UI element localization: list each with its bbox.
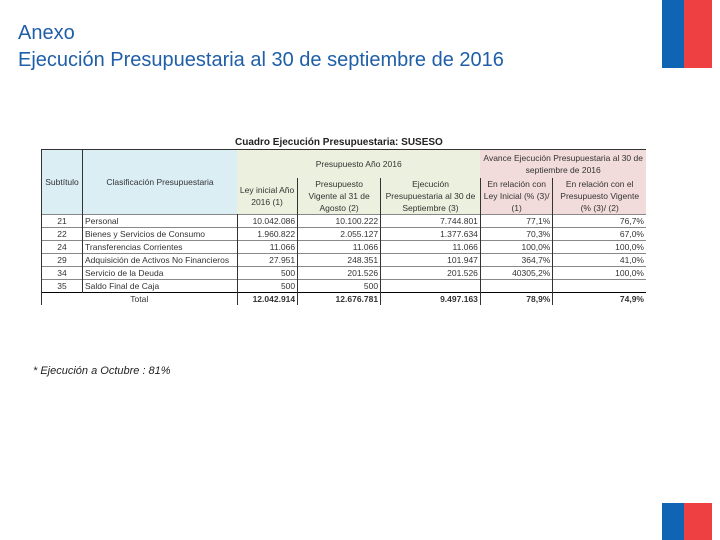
cell-rel-vig: 100,0% [553, 267, 646, 280]
cell-ejecucion: 201.526 [381, 267, 481, 280]
cell-ley: 10.042.086 [237, 215, 298, 228]
cell-rel-ley: 364,7% [480, 254, 552, 267]
header-presupuesto-group: Presupuesto Año 2016 [237, 150, 480, 179]
cell-vigente: 248.351 [298, 254, 381, 267]
budget-table [41, 149, 646, 305]
total-label: Total [42, 293, 238, 306]
table-caption: Cuadro Ejecución Presupuestaria: SUSESO [235, 137, 443, 148]
cell-rel-ley: 77,1% [480, 215, 552, 228]
cell-rel-vig: 41,0% [553, 254, 646, 267]
cell-rel-vig: 67,0% [553, 228, 646, 241]
cell-rel-ley: 70,3% [480, 228, 552, 241]
total-ejecucion: 9.497.163 [381, 293, 481, 306]
header-clasificacion: Clasificación Presupuestaria [83, 150, 238, 215]
cell-ley: 11.066 [237, 241, 298, 254]
cell-rel-ley: 100,0% [480, 241, 552, 254]
table-row [42, 241, 647, 254]
cell-clasificacion: Adquisición de Activos No Financieros [83, 254, 238, 267]
footnote: * Ejecución a Octubre : 81% [33, 365, 171, 377]
header-rel-ley: En relación con Ley Inicial (% (3)/ (1) [480, 178, 552, 215]
cell-rel-vig: 100,0% [553, 241, 646, 254]
cell-vigente: 500 [298, 280, 381, 293]
cell-rel-ley [480, 280, 552, 293]
cell-subtitulo: 24 [42, 241, 83, 254]
cell-vigente: 11.066 [298, 241, 381, 254]
cell-clasificacion: Transferencias Corrientes [83, 241, 238, 254]
cell-ejecucion: 101.947 [381, 254, 481, 267]
cell-ejecucion: 1.377.634 [381, 228, 481, 241]
cell-subtitulo: 29 [42, 254, 83, 267]
header-ejecucion: Ejecución Presupuestaria al 30 de Septiembre (3) [381, 178, 481, 215]
cell-ejecucion: 7.744.801 [381, 215, 481, 228]
cell-ley: 500 [237, 267, 298, 280]
cell-vigente: 10.100.222 [298, 215, 381, 228]
cell-clasificacion: Saldo Final de Caja [83, 280, 238, 293]
cell-ley: 27.951 [237, 254, 298, 267]
cell-clasificacion: Personal [83, 215, 238, 228]
cell-vigente: 2.055.127 [298, 228, 381, 241]
cell-ejecucion [381, 280, 481, 293]
cell-clasificacion: Bienes y Servicios de Consumo [83, 228, 238, 241]
cell-rel-vig [553, 280, 646, 293]
total-rel-ley: 78,9% [480, 293, 552, 306]
table-row [42, 280, 647, 293]
cell-rel-ley: 40305,2% [480, 267, 552, 280]
cell-ejecucion: 11.066 [381, 241, 481, 254]
cell-subtitulo: 22 [42, 228, 83, 241]
cell-rel-vig: 76,7% [553, 215, 646, 228]
table-row [42, 267, 647, 280]
flag-logo-top [662, 0, 712, 68]
cell-subtitulo: 34 [42, 267, 83, 280]
cell-ley: 500 [237, 280, 298, 293]
table-row [42, 254, 647, 267]
total-vigente: 12.676.781 [298, 293, 381, 306]
cell-subtitulo: 35 [42, 280, 83, 293]
header-subtitulo: Subtítulo [42, 150, 83, 215]
title-line-2: Ejecución Presupuestaria al 30 de septiembre de 2016 [18, 49, 504, 71]
cell-subtitulo: 21 [42, 215, 83, 228]
header-avance-group: Avance Ejecución Presupuestaria al 30 de septiembre de 2016 [480, 150, 646, 179]
total-ley: 12.042.914 [237, 293, 298, 306]
cell-clasificacion: Servicio de la Deuda [83, 267, 238, 280]
header-ley: Ley inicial Año 2016 (1) [237, 178, 298, 215]
title-line-1: Anexo [18, 22, 75, 44]
table-row [42, 228, 647, 241]
total-row [42, 293, 647, 306]
cell-vigente: 201.526 [298, 267, 381, 280]
header-vigente: Presupuesto Vigente al 31 de Agosto (2) [298, 178, 381, 215]
table-row [42, 215, 647, 228]
header-rel-vig: En relación con el Presupuesto Vigente (% (3)/ (2) [553, 178, 646, 215]
cell-ley: 1.960.822 [237, 228, 298, 241]
total-rel-vig: 74,9% [553, 293, 646, 306]
flag-logo-bottom [662, 503, 712, 540]
slide-title [18, 20, 504, 74]
